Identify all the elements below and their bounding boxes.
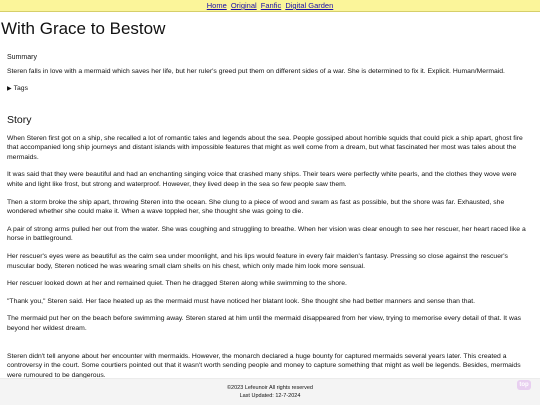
story-heading: Story [7,113,32,126]
story-paragraph: Then a storm broke the ship apart, throwing Steren into the ocean. She clung to a piece of wood and swam as fast as possible, but the shore was far. Exhausted, she wondered whether she could make it. When a wave toppled her, she thought she was going to die. [7,198,505,216]
story-paragraph: When Steren first got on a ship, she recalled a lot of romantic tales and legends about the sea. People gossiped about horrible squids that could pick a ship apart, ghost fire that accompanied long ship journeys and distant islands with impossible features that might as well come from a dream, but what fascinated her most was tales about the mermaids. [7,134,523,161]
summary-text: Steren falls in love with a mermaid which saves her life, but her ruler's greed put them on different sides of a war. She is determined to fix it. Explicit. Human/Mermaid. [7,68,505,75]
nav-link-original[interactable]: Original [230,1,257,10]
page-title: With Grace to Bestow [1,19,166,38]
tags-disclosure[interactable] [7,85,540,92]
nav-link-home[interactable]: Home [206,1,227,10]
top-navigation [0,0,540,12]
story-paragraph: It was said that they were beautiful and had an enchanting singing voice that crashed many ships. Their tears were perfectly white pearls, and the clothes they wove were white and light like frost, but strong and waterproof. However, they lived deep in the sea so few people saw them. [7,171,517,188]
back-to-top-button[interactable]: top [517,380,531,390]
story-paragraph: Her rescuer's eyes were as beautiful as the calm sea under moonlight, and his lips would feature in every fair maiden's fantasy. Pressing so close against the rescuer's muscular body, Steren noticed he was wearing small clam shells on his chest, which only made him look more sensual. [7,252,508,270]
story-paragraph: Steren didn't tell anyone about her encounter with mermaids. However, the monarch declared a huge bounty for captured mermaids several years later. This created a controversy in the court. Some courtiers pointed out that it wasn't worth sending people and money to capture something that might as well be legends. Besides, mermaids were rumoured to be dangerous. [7,352,521,378]
copyright-text: ©2023 Lefeunoir All rights reserved [227,385,313,391]
disclosure-triangle-icon: ▶ [7,85,12,92]
last-updated-text: Last Updated: 12-7-2024 [239,393,301,399]
story-paragraph: The mermaid put her on the beach before swimming away. Steren stared at him until the mermaid disappeared from her view, trying to memorise every detail of that. It was beyond her wildest dream. [7,315,522,332]
story-paragraph: A pair of strong arms pulled her out from the water. She was coughing and struggling to breathe. When her vision was clear enough to see her rescuer, her heart raced like a horse in battleground. [7,225,526,243]
story-paragraph: "Thank you," Steren said. Her face heated up as the mermaid must have noticed her blatant look. She thought she had better manners and sense than that. [7,297,476,305]
main-content[interactable] [0,12,540,378]
tags-label: Tags [13,84,28,92]
page-footer [0,378,540,405]
nav-link-fanfic[interactable]: Fanfic [260,1,282,10]
story-paragraph: Her rescuer looked down at her and remained quiet. Then he dragged Steren along while swimming to the shore. [7,280,347,288]
nav-link-digital-garden[interactable]: Digital Garden [285,1,334,10]
summary-heading: Summary [7,54,37,61]
story-body [0,134,540,378]
